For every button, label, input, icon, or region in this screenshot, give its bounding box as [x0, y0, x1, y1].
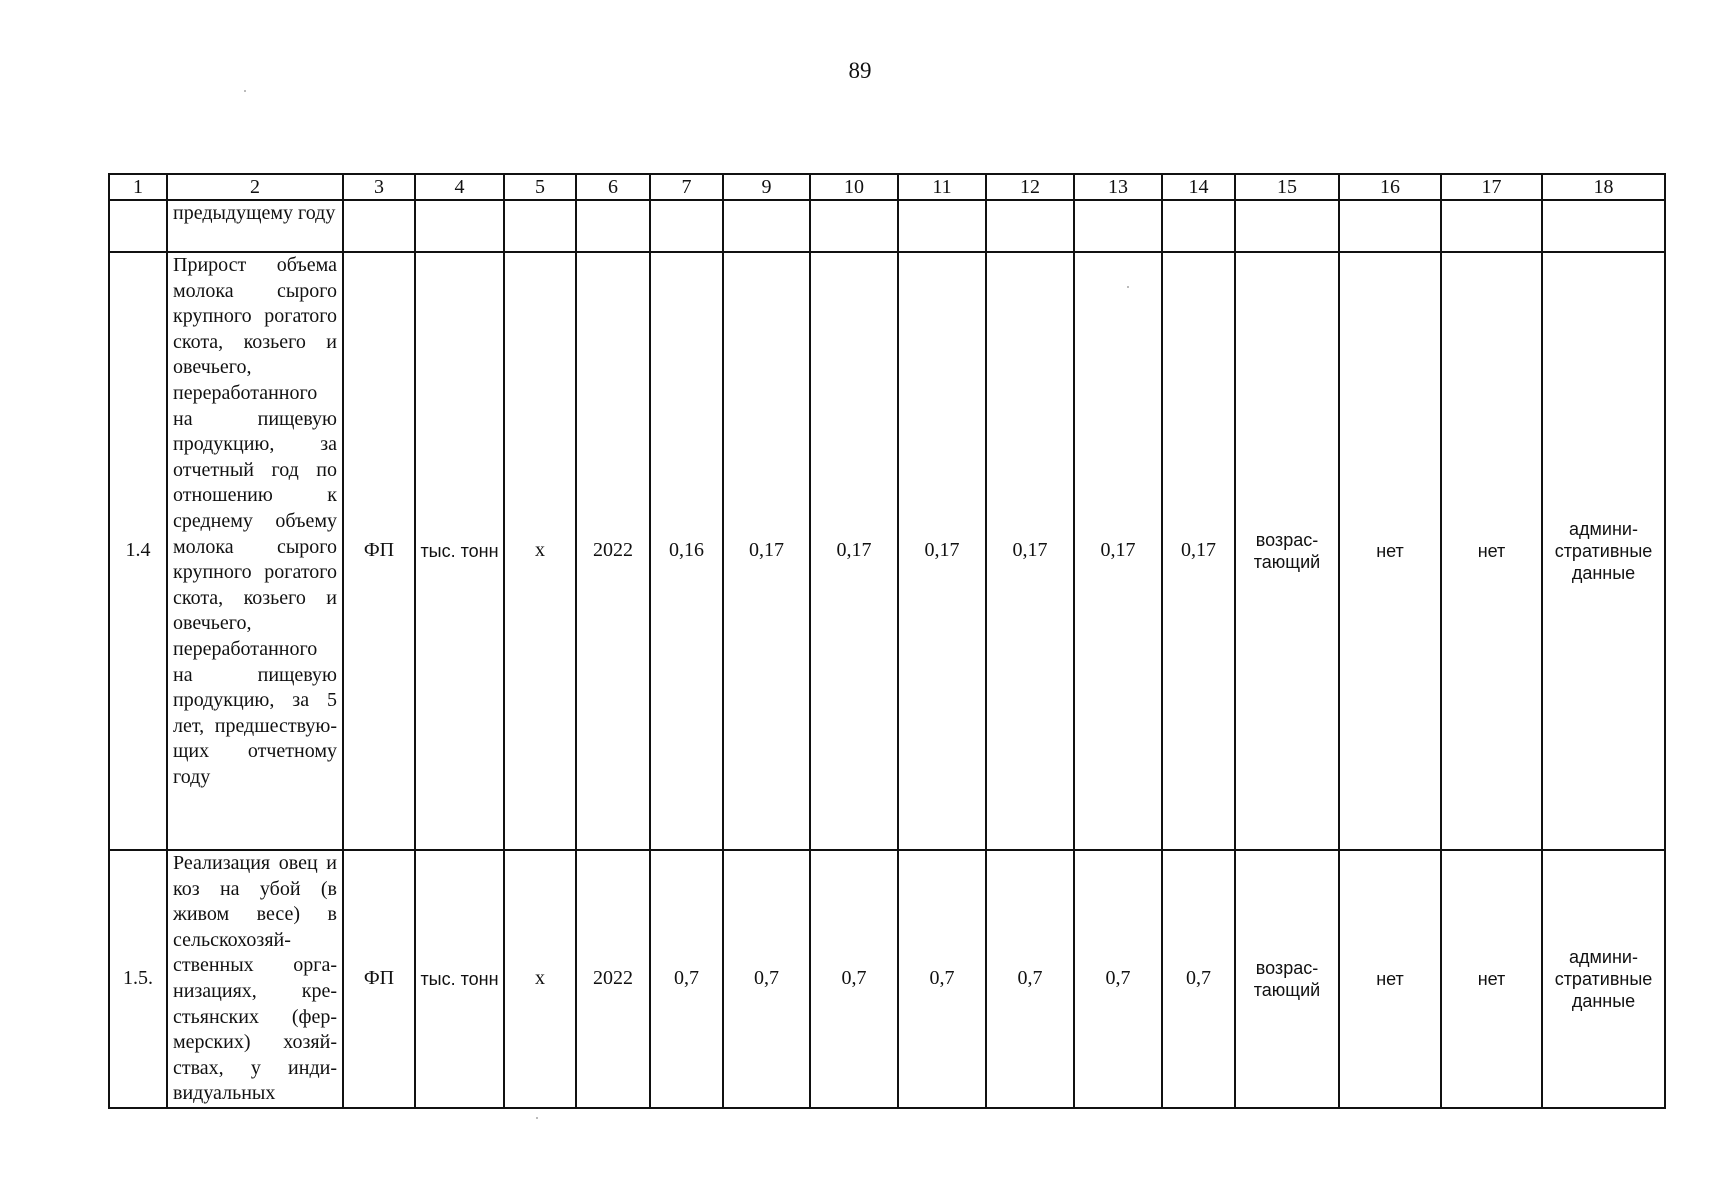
column-header: 7 — [650, 174, 723, 200]
cell-col17: нет — [1441, 850, 1542, 1108]
table-row — [109, 252, 1665, 850]
cell-col16: нет — [1339, 850, 1441, 1108]
empty-cell — [109, 200, 167, 252]
column-header: 14 — [1162, 174, 1235, 200]
row-number: 1.5. — [109, 850, 167, 1108]
value-col7: 0,16 — [650, 252, 723, 850]
column-header: 2 — [167, 174, 343, 200]
column-header: 13 — [1074, 174, 1162, 200]
value-col10: 0,7 — [810, 850, 898, 1108]
value-col13: 0,17 — [1074, 252, 1162, 850]
trend-direction: возрастающий — [1235, 850, 1339, 1108]
empty-cell — [1441, 200, 1542, 252]
column-header: 18 — [1542, 174, 1665, 200]
trend-direction: возрастающий — [1235, 252, 1339, 850]
scan-speck — [244, 90, 246, 92]
column-header: 3 — [343, 174, 415, 200]
value-col12: 0,17 — [986, 252, 1074, 850]
column-header: 10 — [810, 174, 898, 200]
column-header: 16 — [1339, 174, 1441, 200]
column-header: 11 — [898, 174, 986, 200]
empty-cell — [343, 200, 415, 252]
column-header: 12 — [986, 174, 1074, 200]
empty-cell — [504, 200, 576, 252]
value-col13: 0,7 — [1074, 850, 1162, 1108]
column-header: 9 — [723, 174, 810, 200]
cell-col16: нет — [1339, 252, 1441, 850]
indicator-name: Реализация овец и коз на убой (в живом весе) в сельскохозяйственных организациях, крестьянских (фермерских) хозяйствах, у индивидуальных — [167, 850, 343, 1108]
table-row — [109, 850, 1665, 1108]
indicator-name: Прирост объема молока сырого крупного рогатого скота, козьего и овечьего, переработанного на пищевую продукцию, за отчетный год по отношению к среднему объему молока сырого крупного рогатого скота, козьего и овечьего, переработанного на пищевую продукцию, за 5 лет, предшествующих отчетному году — [167, 252, 343, 850]
empty-cell — [1542, 200, 1665, 252]
empty-cell — [1074, 200, 1162, 252]
page-number: 89 — [848, 58, 872, 83]
indicators-table — [108, 173, 1666, 1109]
column-header: 1 — [109, 174, 167, 200]
data-source: административные данные — [1542, 850, 1665, 1108]
column-header: 15 — [1235, 174, 1339, 200]
scan-speck — [536, 1117, 538, 1119]
empty-cell — [898, 200, 986, 252]
value-col11: 0,7 — [898, 850, 986, 1108]
empty-cell — [1339, 200, 1441, 252]
unit-of-measure: тыс. тонн — [415, 252, 504, 850]
empty-cell — [576, 200, 650, 252]
continuation-text: предыдущему году — [167, 200, 343, 252]
empty-cell — [650, 200, 723, 252]
empty-cell — [986, 200, 1074, 252]
unit-of-measure: тыс. тонн — [415, 850, 504, 1108]
indicator-level: ФП — [343, 850, 415, 1108]
cell-col5: х — [504, 252, 576, 850]
empty-cell — [1235, 200, 1339, 252]
column-header: 6 — [576, 174, 650, 200]
value-col10: 0,17 — [810, 252, 898, 850]
value-col9: 0,17 — [723, 252, 810, 850]
value-col7: 0,7 — [650, 850, 723, 1108]
value-col9: 0,7 — [723, 850, 810, 1108]
base-year: 2022 — [576, 252, 650, 850]
data-source: административные данные — [1542, 252, 1665, 850]
column-header: 17 — [1441, 174, 1542, 200]
cell-col5: х — [504, 850, 576, 1108]
empty-cell — [415, 200, 504, 252]
empty-cell — [810, 200, 898, 252]
cell-col17: нет — [1441, 252, 1542, 850]
value-col14: 0,17 — [1162, 252, 1235, 850]
value-col11: 0,17 — [898, 252, 986, 850]
row-number: 1.4 — [109, 252, 167, 850]
empty-cell — [1162, 200, 1235, 252]
empty-cell — [723, 200, 810, 252]
indicator-level: ФП — [343, 252, 415, 850]
header-row — [109, 174, 1665, 200]
scan-speck — [1127, 286, 1129, 288]
column-header: 4 — [415, 174, 504, 200]
base-year: 2022 — [576, 850, 650, 1108]
value-col14: 0,7 — [1162, 850, 1235, 1108]
column-header: 5 — [504, 174, 576, 200]
value-col12: 0,7 — [986, 850, 1074, 1108]
continuation-row — [109, 200, 1665, 252]
